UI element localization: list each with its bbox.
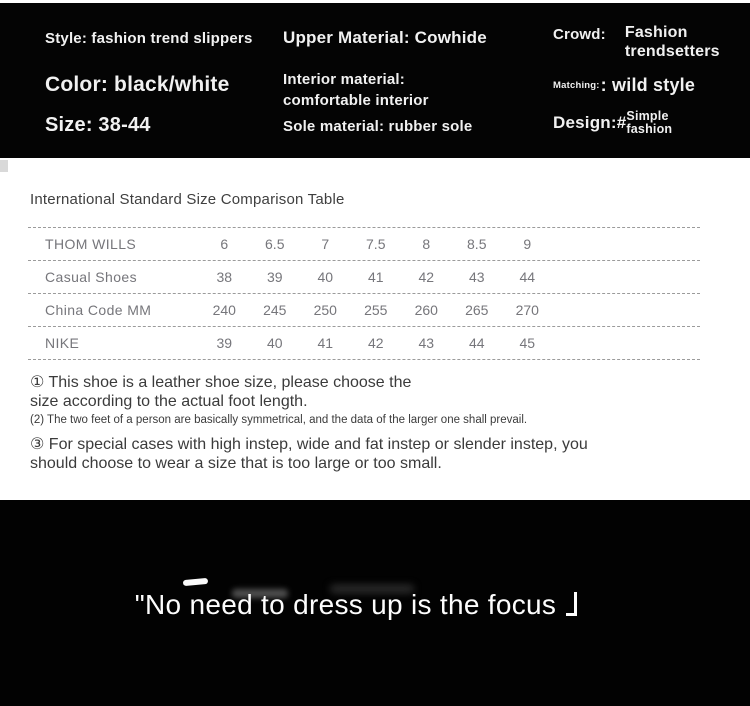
size-cell: 42 (418, 269, 435, 285)
table-row-nike (28, 326, 700, 359)
size-cell: 45 (519, 335, 536, 351)
size-cell: 44 (468, 335, 485, 351)
spec-upper-material: Upper Material: Cowhide (283, 28, 487, 47)
size-cell: 9 (523, 236, 532, 252)
size-cell: 7.5 (366, 236, 386, 252)
design-value-line2: fashion (626, 122, 673, 136)
size-cell: 42 (367, 335, 384, 351)
size-cell: 40 (266, 335, 283, 351)
size-cell: 39 (266, 269, 283, 285)
row-label: China Code MM (45, 302, 152, 318)
product-specs-banner (0, 3, 750, 158)
slogan-quote (0, 589, 712, 621)
slogan-quote-text: "No need to dress up is the focus (134, 589, 557, 620)
table-row-casual-shoes (28, 260, 700, 293)
scan-artifact-patch (0, 160, 8, 172)
size-cell: 38 (216, 269, 233, 285)
matching-label: Matching: (553, 80, 600, 91)
size-cell: 41 (367, 269, 384, 285)
row-label: THOM WILLS (45, 236, 137, 252)
size-chart-section (0, 158, 750, 500)
table-row-thom-wills (28, 227, 700, 260)
crowd-label: Crowd: (553, 26, 606, 43)
size-cell: 39 (216, 335, 233, 351)
matching-value: : wild style (600, 75, 696, 95)
note-3 (30, 436, 750, 473)
design-value (626, 110, 672, 136)
size-cell: 7 (321, 236, 330, 252)
size-cell: 43 (418, 335, 435, 351)
size-cell: 8 (422, 236, 431, 252)
row-label: Casual Shoes (45, 269, 137, 285)
size-comparison-table (28, 227, 700, 360)
note-1-line2: size according to the actual foot length. (30, 392, 308, 410)
size-table-title: International Standard Size Comparison Table (30, 191, 345, 208)
spec-interior-material (283, 69, 429, 111)
spec-color: Color: black/white (45, 73, 230, 96)
size-cell: 6.5 (265, 236, 285, 252)
size-cell: 44 (519, 269, 536, 285)
note-1 (30, 374, 750, 411)
cjk-closing-bracket-mark (566, 592, 577, 616)
highlight-dash-artifact (183, 578, 208, 586)
design-value-line1: Simple (626, 109, 669, 123)
size-cell: 41 (317, 335, 334, 351)
spec-design (553, 110, 672, 136)
size-cell: 265 (465, 302, 489, 318)
note-2: (2) The two feet of a person are basically symmetrical, and the data of the larger one shall prevail. (30, 414, 528, 426)
size-cell: 250 (313, 302, 337, 318)
spec-interior-line2: comfortable interior (283, 92, 429, 109)
spec-interior-line1: Interior material: (283, 71, 405, 88)
size-cell: 245 (263, 302, 287, 318)
size-cell: 43 (468, 269, 485, 285)
size-cell: 270 (515, 302, 539, 318)
size-cell: 8.5 (467, 236, 487, 252)
note-1-line1: ① This shoe is a leather shoe size, please choose the (30, 374, 412, 391)
table-row-china-code (28, 293, 700, 326)
size-cell: 40 (317, 269, 334, 285)
note-3-line2: should choose to wear a size that is too large or too small. (30, 454, 442, 472)
spec-matching (553, 75, 695, 96)
size-cell: 240 (212, 302, 236, 318)
note-3-line1: ③ For special cases with high instep, wide and fat instep or slender instep, you (30, 436, 588, 453)
spec-size: Size: 38-44 (45, 114, 151, 136)
slogan-banner (0, 500, 750, 706)
spec-style: Style: fashion trend slippers (45, 30, 253, 47)
size-cell: 255 (364, 302, 388, 318)
size-cell: 260 (414, 302, 438, 318)
spec-sole-material: Sole material: rubber sole (283, 118, 473, 135)
spec-crowd (553, 23, 741, 61)
size-cell: 6 (220, 236, 229, 252)
crowd-value: Fashion trendsetters (624, 24, 720, 60)
design-label: Design:# (553, 113, 627, 132)
row-label: NIKE (45, 335, 80, 351)
